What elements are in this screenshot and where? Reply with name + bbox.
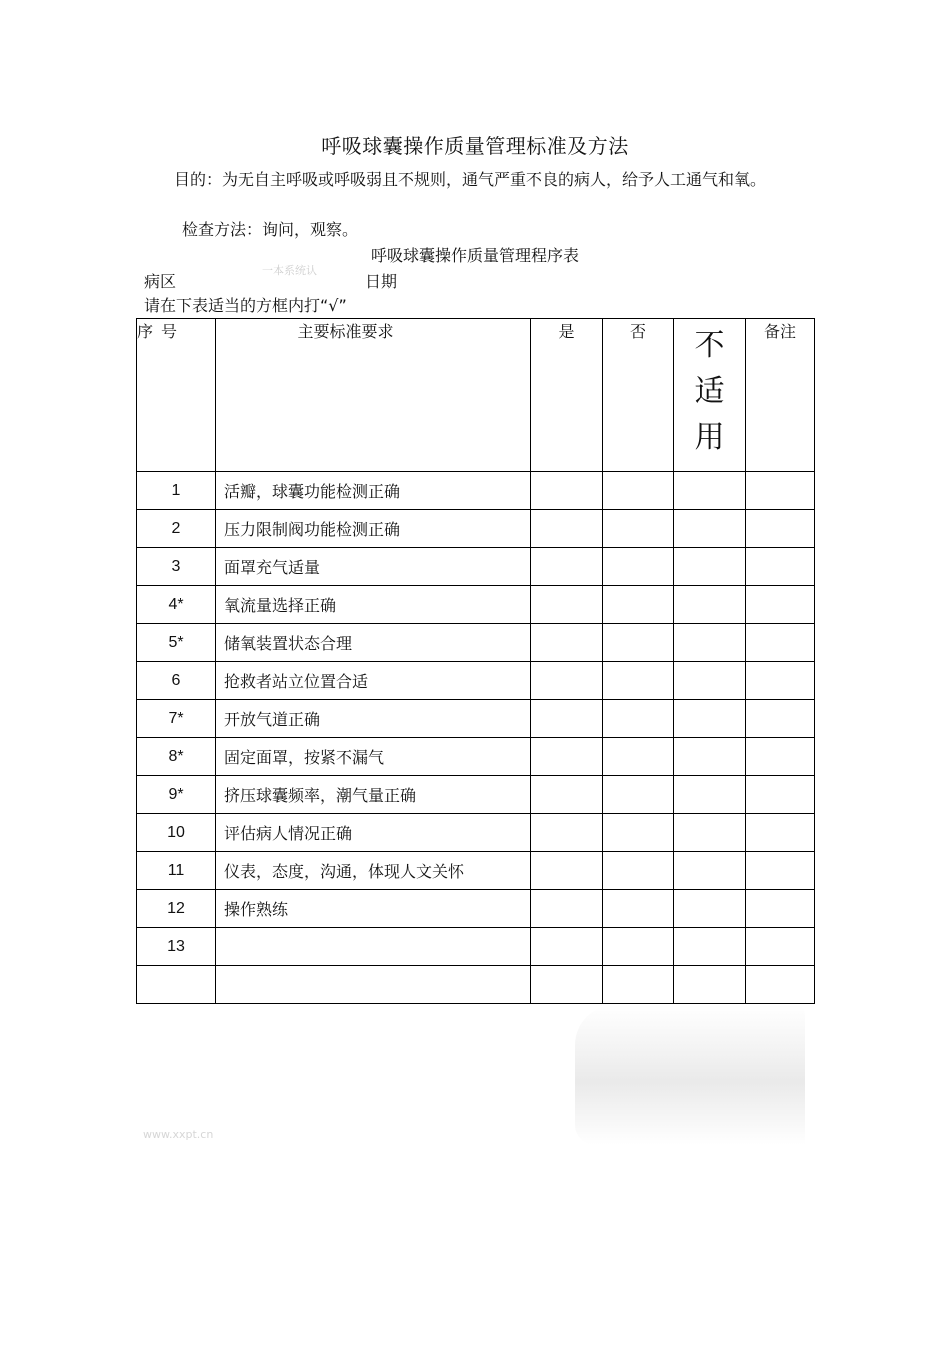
no-checkbox-cell[interactable] (603, 738, 674, 776)
table-row (137, 928, 815, 966)
row-standard: 挤压球囊频率，潮气量正确 (216, 776, 531, 814)
na-checkbox-cell[interactable] (674, 966, 746, 1004)
yes-checkbox-cell[interactable] (531, 472, 603, 510)
date-label: 日期 (365, 272, 398, 291)
table-row (137, 472, 815, 510)
row-number: 9* (137, 776, 216, 814)
header-yes: 是 (531, 319, 603, 472)
na-checkbox-cell[interactable] (674, 776, 746, 814)
row-number: 11 (137, 852, 216, 890)
standards-table (136, 318, 815, 1004)
table-row (137, 852, 815, 890)
na-checkbox-cell[interactable] (674, 586, 746, 624)
row-number: 7* (137, 700, 216, 738)
yes-checkbox-cell[interactable] (531, 966, 603, 1004)
yes-checkbox-cell[interactable] (531, 852, 603, 890)
na-checkbox-cell[interactable] (674, 472, 746, 510)
row-standard: 开放气道正确 (216, 700, 531, 738)
table-header-row (137, 319, 815, 472)
row-number: 10 (137, 814, 216, 852)
yes-checkbox-cell[interactable] (531, 662, 603, 700)
na-checkbox-cell[interactable] (674, 624, 746, 662)
table-row (137, 890, 815, 928)
no-checkbox-cell[interactable] (603, 510, 674, 548)
check-method: 检查方法：询问，观察。 (182, 220, 359, 239)
row-standard: 评估病人情况正确 (216, 814, 531, 852)
remark-cell[interactable] (746, 966, 815, 1004)
na-checkbox-cell[interactable] (674, 662, 746, 700)
row-number: 1 (137, 472, 216, 510)
yes-checkbox-cell[interactable] (531, 700, 603, 738)
yes-checkbox-cell[interactable] (531, 624, 603, 662)
na-checkbox-cell[interactable] (674, 928, 746, 966)
watermark-image (575, 1005, 805, 1145)
no-checkbox-cell[interactable] (603, 700, 674, 738)
row-standard: 仪表，态度，沟通，体现人文关怀 (216, 852, 531, 890)
row-standard: 固定面罩，按紧不漏气 (216, 738, 531, 776)
ward-label: 病区 (144, 272, 177, 291)
no-checkbox-cell[interactable] (603, 586, 674, 624)
table-row (137, 776, 815, 814)
row-standard: 氧流量选择正确 (216, 586, 531, 624)
table-row (137, 586, 815, 624)
row-standard: 面罩充气适量 (216, 548, 531, 586)
na-checkbox-cell[interactable] (674, 814, 746, 852)
header-no: 否 (603, 319, 674, 472)
row-standard: 储氧装置状态合理 (216, 624, 531, 662)
remark-cell[interactable] (746, 662, 815, 700)
table-caption: 呼吸球囊操作质量管理程序表 (370, 246, 579, 265)
header-remark: 备注 (746, 319, 815, 472)
row-number: 5* (137, 624, 216, 662)
header-not-applicable (674, 319, 746, 472)
page-title: 呼吸球囊操作质量管理标准及方法 (321, 134, 629, 158)
instruction-text: 请在下表适当的方框内打“√” (144, 296, 347, 315)
yes-checkbox-cell[interactable] (531, 890, 603, 928)
header-standard: 主要标准要求 (216, 319, 531, 472)
table-row (137, 624, 815, 662)
row-standard: 操作熟练 (216, 890, 531, 928)
remark-cell[interactable] (746, 852, 815, 890)
row-number: 12 (137, 890, 216, 928)
yes-checkbox-cell[interactable] (531, 586, 603, 624)
table-row (137, 738, 815, 776)
no-checkbox-cell[interactable] (603, 966, 674, 1004)
yes-checkbox-cell[interactable] (531, 776, 603, 814)
remark-cell[interactable] (746, 814, 815, 852)
no-checkbox-cell[interactable] (603, 662, 674, 700)
faint-stamp: 一本系统认 (262, 264, 317, 277)
na-checkbox-cell[interactable] (674, 700, 746, 738)
na-checkbox-cell[interactable] (674, 738, 746, 776)
remark-cell[interactable] (746, 890, 815, 928)
row-standard: 压力限制阀功能检测正确 (216, 510, 531, 548)
no-checkbox-cell[interactable] (603, 624, 674, 662)
table-row (137, 700, 815, 738)
row-number: 13 (137, 928, 216, 966)
table-row (137, 548, 815, 586)
purpose-paragraph: 目的：为无自主呼吸或呼吸弱且不规则，通气严重不良的病人，给予人工通气和氧。 (174, 170, 767, 189)
no-checkbox-cell[interactable] (603, 814, 674, 852)
remark-cell[interactable] (746, 624, 815, 662)
na-checkbox-cell[interactable] (674, 548, 746, 586)
remark-cell[interactable] (746, 586, 815, 624)
no-checkbox-cell[interactable] (603, 548, 674, 586)
row-number (137, 966, 216, 1004)
no-checkbox-cell[interactable] (603, 852, 674, 890)
table-row (137, 966, 815, 1004)
remark-cell[interactable] (746, 928, 815, 966)
yes-checkbox-cell[interactable] (531, 814, 603, 852)
header-na-char-3: 用 (694, 420, 725, 455)
na-checkbox-cell[interactable] (674, 852, 746, 890)
header-number: 序号 (137, 319, 216, 472)
yes-checkbox-cell[interactable] (531, 738, 603, 776)
na-checkbox-cell[interactable] (674, 890, 746, 928)
row-number: 8* (137, 738, 216, 776)
yes-checkbox-cell[interactable] (531, 928, 603, 966)
yes-checkbox-cell[interactable] (531, 548, 603, 586)
remark-cell[interactable] (746, 738, 815, 776)
header-na-char-1: 不 (694, 328, 725, 363)
table-row (137, 662, 815, 700)
remark-cell[interactable] (746, 472, 815, 510)
no-checkbox-cell[interactable] (603, 472, 674, 510)
table-row (137, 510, 815, 548)
row-number: 2 (137, 510, 216, 548)
watermark-text: www.xxpt.cn (143, 1128, 214, 1141)
header-na-char-2: 适 (694, 374, 725, 409)
row-standard (216, 928, 531, 966)
na-checkbox-cell[interactable] (674, 510, 746, 548)
no-checkbox-cell[interactable] (603, 928, 674, 966)
row-number: 3 (137, 548, 216, 586)
row-number: 6 (137, 662, 216, 700)
row-standard: 抢救者站立位置合适 (216, 662, 531, 700)
remark-cell[interactable] (746, 776, 815, 814)
row-standard (216, 966, 531, 1004)
table-row (137, 814, 815, 852)
row-standard: 活瓣，球囊功能检测正确 (216, 472, 531, 510)
remark-cell[interactable] (746, 510, 815, 548)
row-number: 4* (137, 586, 216, 624)
no-checkbox-cell[interactable] (603, 890, 674, 928)
remark-cell[interactable] (746, 700, 815, 738)
no-checkbox-cell[interactable] (603, 776, 674, 814)
yes-checkbox-cell[interactable] (531, 510, 603, 548)
remark-cell[interactable] (746, 548, 815, 586)
